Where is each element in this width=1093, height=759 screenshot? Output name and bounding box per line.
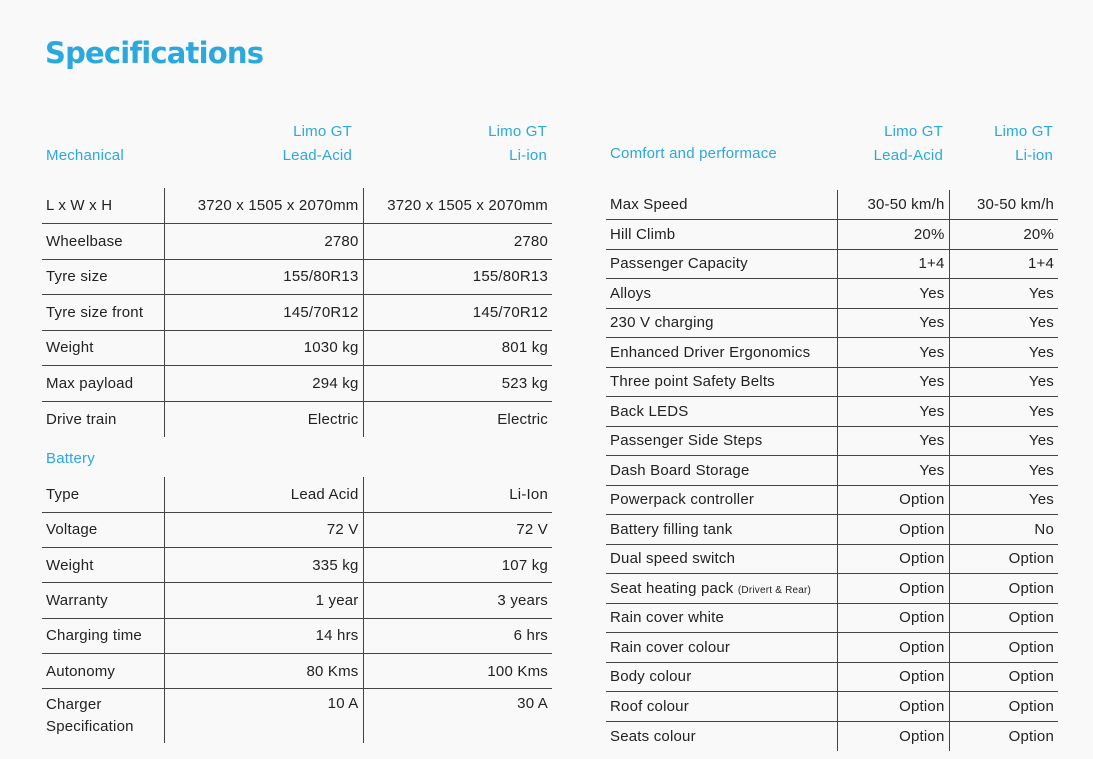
row-value-2: 107 kg — [363, 548, 552, 583]
table-row — [42, 401, 552, 437]
row-label-text: Alloys — [610, 284, 652, 302]
right-col2-header-line2: Li-ion — [1015, 147, 1053, 164]
row-value-1: 80 Kms — [164, 653, 363, 688]
row-value-1: Yes — [837, 367, 949, 397]
row-value-2: Li-Ion — [363, 477, 552, 512]
row-label — [606, 426, 837, 456]
row-label-text: Rain cover colour — [610, 638, 731, 656]
row-label-note: (Drivert & Rear) — [737, 584, 812, 596]
table-row — [42, 366, 552, 402]
row-label-text: L x W x H — [46, 197, 113, 214]
table-row — [606, 367, 1058, 397]
row-value-2: 3 years — [363, 583, 552, 618]
row-label-text: Weight — [46, 339, 94, 357]
row-label — [606, 220, 837, 250]
mechanical-section-label: Mechanical — [46, 147, 124, 164]
row-value-2: Option — [949, 692, 1058, 722]
row-label-text: Dual speed switch — [610, 550, 736, 568]
row-label-text: Three point Safety Belts — [610, 373, 775, 391]
table-row — [606, 456, 1058, 486]
comfort-table — [606, 190, 1058, 751]
row-value-1: Option — [837, 574, 949, 604]
row-value-1: 1+4 — [837, 249, 949, 279]
row-label-text: Charger Specification — [46, 696, 134, 736]
row-label — [42, 295, 164, 331]
row-value-1: Yes — [837, 397, 949, 427]
row-label — [606, 367, 837, 397]
row-label-text: Roof colour — [610, 697, 689, 715]
row-value-2: Yes — [949, 367, 1058, 397]
row-label — [42, 512, 164, 547]
table-row — [606, 220, 1058, 250]
row-label — [42, 401, 164, 437]
row-label-text: Passenger Side Steps — [610, 432, 763, 450]
left-col2-header-line2: Li-ion — [509, 147, 547, 164]
row-label-text: Drive train — [46, 410, 117, 428]
row-label — [606, 692, 837, 722]
row-label-text: Enhanced Driver Ergonomics — [610, 343, 811, 361]
row-value-1: 3720 x 1505 x 2070mm — [164, 188, 363, 224]
mechanical-table — [42, 188, 552, 437]
row-value-1: Option — [837, 515, 949, 545]
table-row — [606, 633, 1058, 663]
right-col1-header — [823, 120, 943, 168]
left-col1-header-line1: Limo GT — [293, 123, 352, 140]
row-label-text: Passenger Capacity — [610, 255, 748, 273]
table-row — [606, 249, 1058, 279]
table-row — [42, 548, 552, 583]
table-row — [606, 485, 1058, 515]
row-value-1: 1 year — [164, 583, 363, 618]
row-value-2: Yes — [949, 426, 1058, 456]
row-value-1: Option — [837, 603, 949, 633]
row-value-1: 155/80R13 — [164, 259, 363, 295]
row-label — [42, 548, 164, 583]
row-label — [606, 456, 837, 486]
table-row — [606, 603, 1058, 633]
row-label — [42, 330, 164, 366]
comfort-section-label: Comfort and performace — [610, 145, 777, 162]
right-col2-header — [933, 120, 1053, 168]
row-value-1: 294 kg — [164, 366, 363, 402]
table-row — [42, 330, 552, 366]
row-value-2: Option — [949, 633, 1058, 663]
row-value-1: 72 V — [164, 512, 363, 547]
row-value-1: 10 A — [164, 689, 363, 743]
row-label — [42, 366, 164, 402]
row-label — [42, 224, 164, 260]
row-label-text: Dash Board Storage — [610, 461, 750, 479]
table-row — [42, 512, 552, 547]
row-label — [606, 515, 837, 545]
row-value-2: 1+4 — [949, 249, 1058, 279]
table-row — [42, 188, 552, 224]
row-value-2: 30 A — [363, 689, 552, 743]
row-value-2: Yes — [949, 456, 1058, 486]
row-value-1: 20% — [837, 220, 949, 250]
row-label — [606, 190, 837, 220]
table-row — [606, 662, 1058, 692]
row-label — [606, 338, 837, 368]
row-value-1: Yes — [837, 308, 949, 338]
table-row — [606, 190, 1058, 220]
row-label — [42, 583, 164, 618]
row-label-text: Wheelbase — [46, 232, 123, 250]
row-value-2: 100 Kms — [363, 653, 552, 688]
row-label — [606, 485, 837, 515]
row-value-2: Option — [949, 721, 1058, 751]
row-value-2: Yes — [949, 397, 1058, 427]
row-value-2: 2780 — [363, 224, 552, 260]
row-value-1: Yes — [837, 279, 949, 309]
table-row — [42, 259, 552, 295]
table-row — [42, 583, 552, 618]
row-label-text: Back LEDS — [610, 402, 689, 420]
table-row — [42, 477, 552, 512]
row-label-text: Body colour — [610, 668, 692, 686]
row-label-text: Warranty — [46, 592, 108, 610]
table-row — [606, 397, 1058, 427]
table-row — [42, 618, 552, 653]
row-value-1: 14 hrs — [164, 618, 363, 653]
table-row — [42, 295, 552, 331]
row-label — [606, 279, 837, 309]
table-row — [42, 689, 552, 743]
table-row — [606, 692, 1058, 722]
row-label-text: Autonomy — [46, 662, 116, 680]
row-value-2: Yes — [949, 338, 1058, 368]
row-value-2: 6 hrs — [363, 618, 552, 653]
left-col1-header-line2: Lead-Acid — [282, 147, 352, 164]
row-value-1: Yes — [837, 456, 949, 486]
table-row — [606, 544, 1058, 574]
row-label — [606, 662, 837, 692]
row-value-2: Yes — [949, 485, 1058, 515]
row-label — [606, 249, 837, 279]
row-label-text: Battery filling tank — [610, 520, 733, 538]
row-value-2: Electric — [363, 401, 552, 437]
row-label — [42, 477, 164, 512]
row-label — [606, 308, 837, 338]
row-value-1: Electric — [164, 401, 363, 437]
row-label-text: Hill Climb — [610, 225, 676, 243]
row-label — [606, 721, 837, 751]
row-value-1: 335 kg — [164, 548, 363, 583]
right-col2-header-line1: Limo GT — [994, 123, 1053, 140]
row-value-2: Option — [949, 544, 1058, 574]
row-value-2: No — [949, 515, 1058, 545]
row-value-1: Option — [837, 692, 949, 722]
table-row — [606, 338, 1058, 368]
page-title: Specifications — [45, 36, 264, 70]
row-label-text: Rain cover white — [610, 609, 725, 627]
row-label — [606, 544, 837, 574]
row-label-text: Seat heating pack — [610, 579, 734, 597]
row-value-1: 2780 — [164, 224, 363, 260]
battery-section-label: Battery — [46, 450, 95, 467]
table-row — [606, 515, 1058, 545]
row-label-text: Seats colour — [610, 727, 696, 745]
row-value-2: 801 kg — [363, 330, 552, 366]
right-col1-header-line1: Limo GT — [884, 123, 943, 140]
row-value-2: Option — [949, 574, 1058, 604]
battery-table — [42, 477, 552, 743]
table-row — [42, 224, 552, 260]
row-label — [42, 618, 164, 653]
table-row — [606, 308, 1058, 338]
row-value-1: Option — [837, 485, 949, 515]
row-value-1: 1030 kg — [164, 330, 363, 366]
row-value-1: 30-50 km/h — [837, 190, 949, 220]
row-label — [42, 259, 164, 295]
table-row — [606, 279, 1058, 309]
table-row — [606, 721, 1058, 751]
row-value-1: Option — [837, 633, 949, 663]
row-value-2: 20% — [949, 220, 1058, 250]
row-value-2: 523 kg — [363, 366, 552, 402]
row-value-2: 72 V — [363, 512, 552, 547]
row-label — [42, 689, 164, 743]
table-row — [606, 574, 1058, 604]
row-label — [606, 633, 837, 663]
left-col2-header — [427, 120, 547, 168]
row-label — [42, 653, 164, 688]
row-value-1: Yes — [837, 338, 949, 368]
row-label — [42, 188, 164, 224]
row-value-1: Option — [837, 721, 949, 751]
row-value-2: 155/80R13 — [363, 259, 552, 295]
row-label-text: Powerpack controller — [610, 491, 755, 509]
row-label-text: Tyre size — [46, 268, 108, 286]
row-value-1: Option — [837, 544, 949, 574]
row-value-2: Option — [949, 603, 1058, 633]
row-value-2: Yes — [949, 308, 1058, 338]
row-value-2: 30-50 km/h — [949, 190, 1058, 220]
row-value-1: Yes — [837, 426, 949, 456]
row-label-text: Max Speed — [610, 196, 688, 213]
left-col1-header — [232, 120, 352, 168]
row-label-text: Max payload — [46, 374, 134, 392]
row-label — [606, 574, 837, 604]
table-row — [606, 426, 1058, 456]
row-label-text: Weight — [46, 556, 94, 574]
row-value-1: Option — [837, 662, 949, 692]
row-label-text: Type — [46, 485, 80, 503]
table-row — [42, 653, 552, 688]
row-value-2: 145/70R12 — [363, 295, 552, 331]
row-label-text: Charging time — [46, 627, 142, 645]
row-value-1: Lead Acid — [164, 477, 363, 512]
row-value-2: Option — [949, 662, 1058, 692]
row-value-2: Yes — [949, 279, 1058, 309]
right-col1-header-line2: Lead-Acid — [873, 147, 943, 164]
row-label-text: 230 V charging — [610, 314, 714, 332]
row-label — [606, 603, 837, 633]
row-value-1: 145/70R12 — [164, 295, 363, 331]
row-label — [606, 397, 837, 427]
row-value-2: 3720 x 1505 x 2070mm — [363, 188, 552, 224]
left-col2-header-line1: Limo GT — [488, 123, 547, 140]
row-label-text: Voltage — [46, 521, 98, 539]
row-label-text: Tyre size front — [46, 303, 144, 321]
